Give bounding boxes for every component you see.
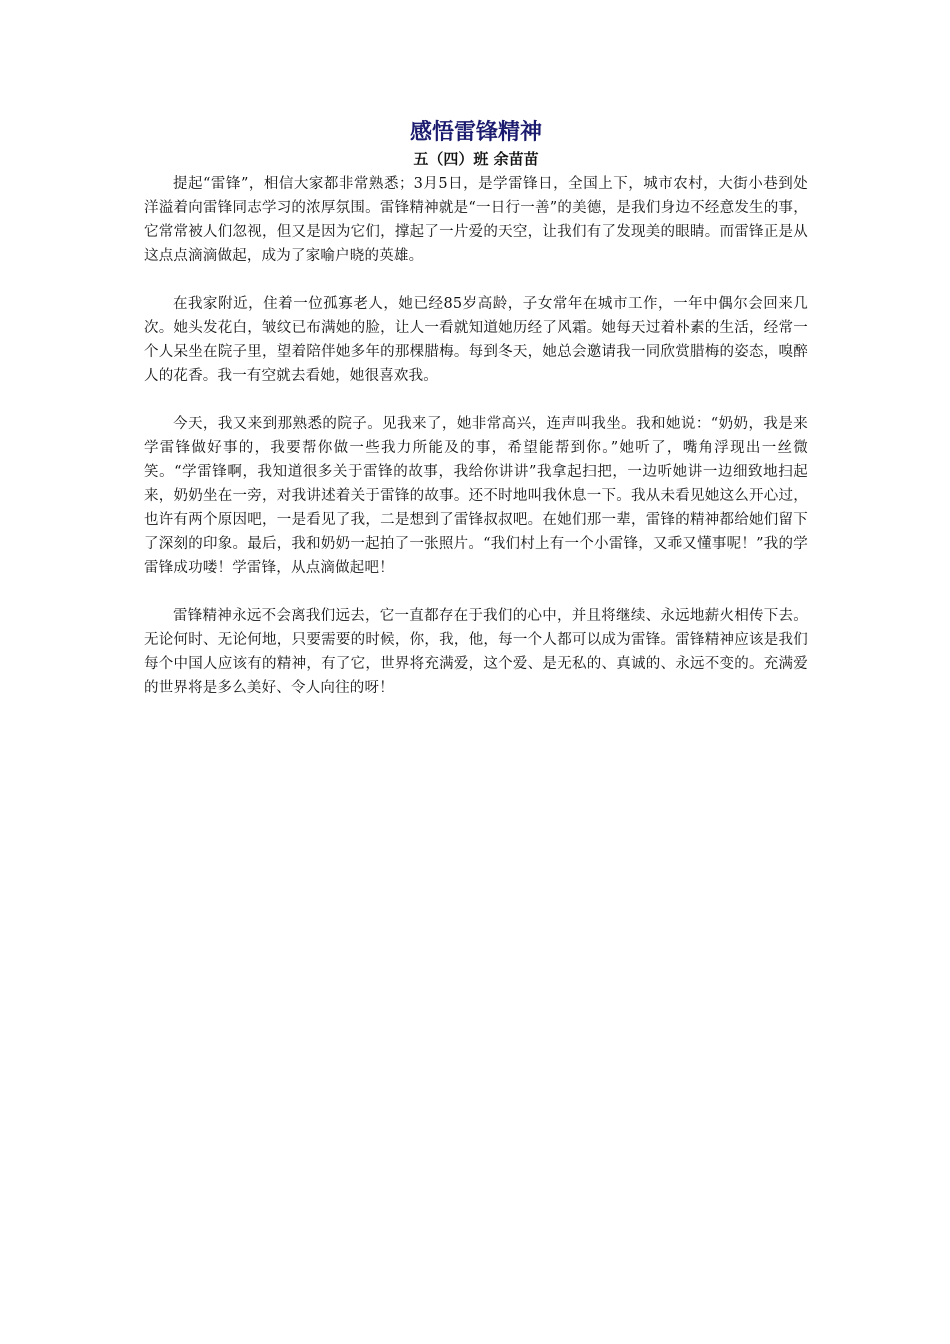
- document-title: 感悟雷锋精神: [409, 120, 542, 145]
- paragraph-3: 今天，我又来到那熟悉的院子。见我来了，她非常高兴，连声叫我坐。我和她说：“奶奶，我是来学雷锋做好事的，我要帮你做一些我力所能及的事，希望能帮到你。”她听了，嘴角浮现出一丝微笑。“学雷锋啊，我知道很多关于雷锋的故事，我给你讲讲”我拿起扫把，一边听她讲一边细致地扫起来，奶奶坐在一旁，对我讲述着关于雷锋的故事。还不时地叫我休息一下。我从未看见她这么开心过，也许有两个原因吧，一是看见了我，二是想到了雷锋叔叔吧。在她们那一辈，雷锋的精神都给她们留下了深刻的印象。最后，我和奶奶一起拍了一张照片。“我们村上有一个小雷锋，又乖又懂事呢！”我的学雷锋成功喽！学雷锋，从点滴做起吧！: [144, 416, 808, 576]
- document-page: [144, 118, 808, 724]
- paragraph-4: 雷锋精神永远不会离我们远去，它一直都存在于我们的心中，并且将继续、永远地薪火相传下去。无论何时、无论何地，只要需要的时候，你，我，他，每一个人都可以成为雷锋。雷锋精神应该是我们每个中国人应该有的精神，有了它，世界将充满爱，这个爱、是无私的、真诚的、永远不变的。充满爱的世界将是多么美好、令人向往的呀！: [144, 608, 808, 696]
- paragraph-2: 在我家附近，住着一位孤寡老人，她已经85岁高龄，子女常年在城市工作，一年中偶尔会回来几次。她头发花白，皱纹已布满她的脸，让人一看就知道她历经了风霜。她每天过着朴素的生活，经常一个人呆坐在院子里，望着陪伴她多年的那棵腊梅。每到冬天，她总会邀请我一同欣赏腊梅的姿态，嗅醉人的花香。我一有空就去看她，她很喜欢我。: [144, 296, 808, 384]
- author-byline: 五（四）班 余苗苗: [413, 150, 539, 168]
- paragraph-1: 提起“雷锋”，相信大家都非常熟悉；3月5日，是学雷锋日，全国上下，城市农村，大街小巷到处洋溢着向雷锋同志学习的浓厚氛围。雷锋精神就是“一日行一善”的美德，是我们身边不经意发生的事，它常常被人们忽视，但又是因为它们，撑起了一片爱的天空，让我们有了发现美的眼睛。而雷锋正是从这点点滴滴做起，成为了家喻户晓的英雄。: [144, 176, 808, 264]
